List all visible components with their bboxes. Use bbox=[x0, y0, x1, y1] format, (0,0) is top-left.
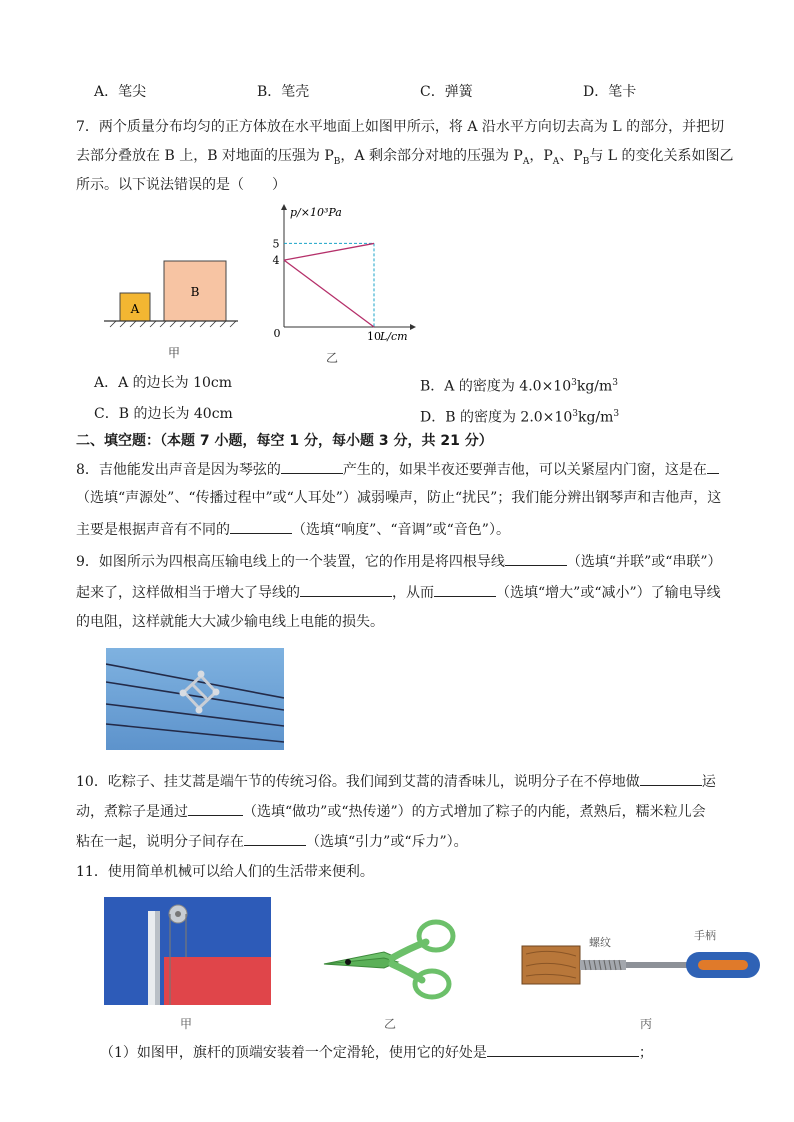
q10-line-3: 粘在一起，说明分子间存在 （选填“引力”或“斥力”）。 bbox=[76, 830, 468, 852]
q9-blank-1[interactable] bbox=[505, 550, 567, 566]
q7-option-d: D．B 的密度为 $2.0\times 10^3kg/m^3$ bbox=[420, 409, 620, 426]
q6-option-c: C．弹簧 bbox=[420, 84, 473, 100]
q8-line-1: 8．吉他能发出声音是因为琴弦的 产生的，如果半夜还要弹吉他，可以关紧屋内门窗，这是在 bbox=[76, 458, 719, 480]
q7-option-b: B．A 的密度为 $4.0\times 10^3kg/m^3$ bbox=[420, 378, 619, 395]
x-tick-0: 0 bbox=[273, 327, 281, 340]
q9-line-1: 9．如图所示为四根高压输电线上的一个装置，它的作用是将四根导线 （选填“并联”或“串联”） bbox=[76, 550, 722, 572]
q8-blank-3[interactable] bbox=[230, 518, 292, 534]
y-axis-arrow bbox=[281, 204, 287, 210]
q6-option-b: B．笔壳 bbox=[257, 84, 310, 100]
pivot-dot bbox=[345, 959, 351, 965]
scissors-handle-top bbox=[419, 922, 453, 950]
q6-option-d: D．笔卡 bbox=[583, 84, 637, 100]
y-tick-4: 4 bbox=[272, 254, 280, 268]
q8-blank-1[interactable] bbox=[281, 458, 343, 474]
label-handle: 手柄 bbox=[694, 929, 716, 942]
series-pb-line bbox=[284, 243, 374, 260]
q11-line-1: 11．使用简单机械可以给人们的生活带来便利。 bbox=[76, 864, 374, 880]
q7-option-c: C．B 的边长为 40cm bbox=[94, 406, 233, 422]
q8-line-2: （选填“声源处”、“传播过程中”或“人耳处”）减弱噪声，防止“扰民”；我们能分辨出钢琴声和吉他声，这 bbox=[76, 490, 722, 506]
q10-blank-1[interactable] bbox=[640, 770, 702, 786]
q11-figure-bing-screwdriver bbox=[520, 944, 764, 986]
q9-blank-3[interactable] bbox=[434, 581, 496, 597]
q7-line-1: 7．两个质量分布均匀的正方体放在水平地面上如图甲所示，将 A 沿水平方向切去高为 L 的部分，并把切 bbox=[76, 119, 725, 135]
ground-hatch bbox=[110, 321, 236, 327]
q10-blank-3[interactable] bbox=[244, 830, 306, 846]
q11-figure-yi-scissors bbox=[322, 918, 460, 1000]
q11-blank-1[interactable] bbox=[487, 1041, 639, 1057]
y-axis-label: p/×10³Pa bbox=[290, 206, 342, 219]
x-tick-10: 10 bbox=[367, 330, 381, 343]
q9-line-2: 起来了，这样做相当于增大了导线的 ，从而 （选填“增大”或“减小”）了输电导线 bbox=[76, 581, 721, 603]
figure-yi-caption: 乙 bbox=[325, 351, 339, 365]
figure-jia-caption: 甲 bbox=[167, 346, 181, 360]
q7-line-3: 所示。以下说法错误的是（ ） bbox=[76, 177, 286, 193]
q9-photo-power-line-spacer bbox=[106, 648, 284, 750]
label-thread: 螺纹 bbox=[589, 936, 611, 949]
q8-line-3: 主要是根据声音有不同的 （选填“响度”、“音调”或“音色”）。 bbox=[76, 518, 510, 540]
q7-option-a: A．A 的边长为 10cm bbox=[94, 375, 233, 391]
q9-blank-2[interactable] bbox=[300, 581, 392, 597]
q9-line-3: 的电阻，这样就能大大减少输电线上电能的损失。 bbox=[76, 614, 384, 630]
q7-figure-jia bbox=[104, 255, 244, 365]
block-a-label: A bbox=[130, 302, 140, 316]
y-tick-5: 5 bbox=[272, 237, 280, 251]
q10-line-2: 动，煮粽子是通过 （选填“做功”或“热传递”）的方式增加了粽子的内能，煮熟后，糯米粒儿会 bbox=[76, 800, 706, 822]
x-axis-label: L/cm bbox=[380, 330, 408, 343]
q6-option-a: A．笔尖 bbox=[94, 84, 147, 100]
q11-figure-jia-flagpole bbox=[104, 897, 271, 1005]
q11-caption-bing: 丙 bbox=[640, 1017, 653, 1031]
scissors-handle-bottom bbox=[415, 971, 449, 997]
q8-blank-2[interactable] bbox=[707, 458, 719, 474]
q7-line-2: 去部分叠放在 B 上，B 对地面的压强为 $P_B$，A 剩余部分对地的压强为 $P_A$，$P_A$、$P_B$与 L 的变化关系如图乙 bbox=[76, 148, 734, 167]
q10-blank-2[interactable] bbox=[188, 800, 243, 816]
series-pa-line bbox=[284, 260, 374, 327]
q11-caption-yi: 乙 bbox=[384, 1017, 397, 1031]
red-flag bbox=[164, 957, 271, 1005]
q11-sub-1: （1）如图甲，旗杆的顶端安装着一个定滑轮，使用它的好处是 ； bbox=[100, 1041, 653, 1063]
x-axis-arrow bbox=[410, 324, 416, 330]
block-b-label: B bbox=[190, 285, 200, 299]
q10-line-1: 10．吃粽子、挂艾蒿是端午节的传统习俗。我们闻到艾蒿的清香味儿，说明分子在不停地做 运 bbox=[76, 770, 716, 792]
q7-chart-yi bbox=[262, 200, 422, 365]
q11-caption-jia: 甲 bbox=[180, 1017, 193, 1031]
screwdriver-shaft bbox=[626, 962, 688, 968]
section-2-title: 二、填空题：（本题 7 小题，每空 1 分，每小题 3 分，共 21 分） bbox=[76, 433, 493, 449]
